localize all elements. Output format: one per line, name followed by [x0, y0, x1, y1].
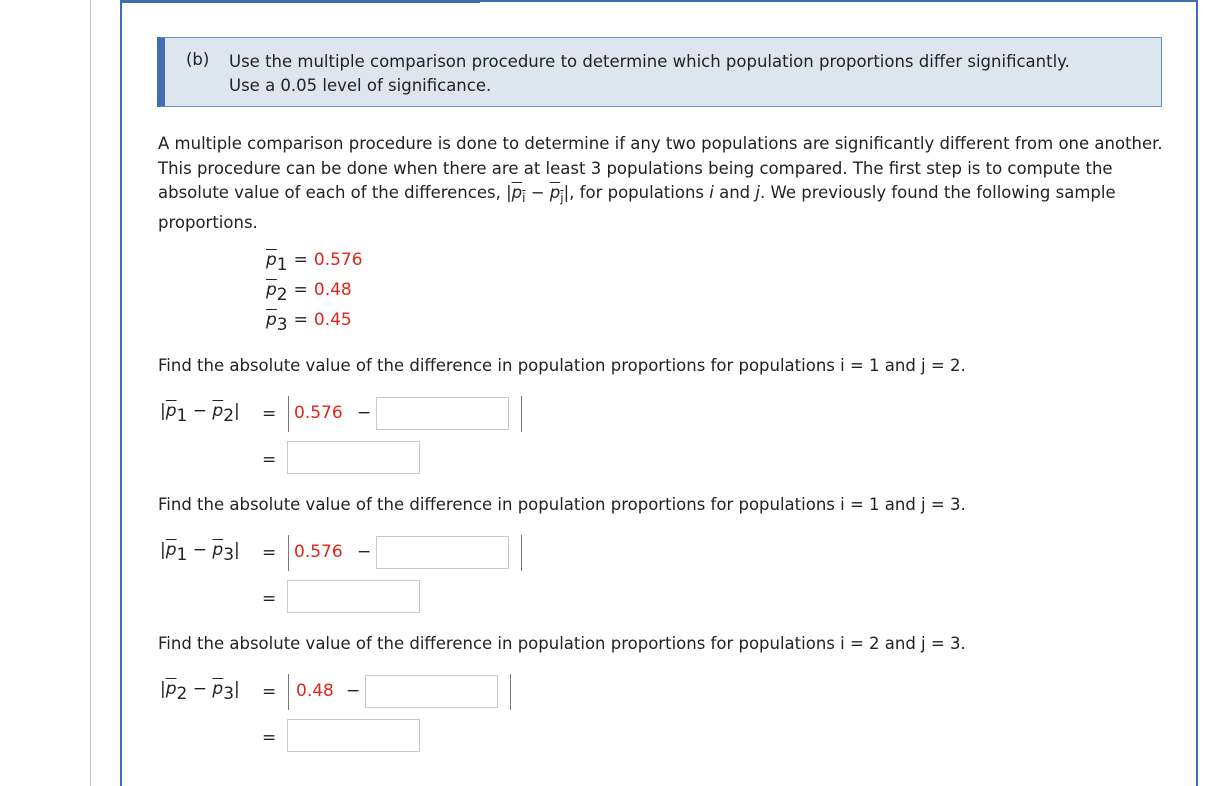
p2-value: 0.48: [313, 280, 352, 300]
find-instruction-2: Find the absolute value of the difference in population proportions for populations i = 1 and j = 3.: [158, 495, 966, 514]
p3-value: 0.45: [313, 310, 352, 330]
difference-expression-2: $|\overline{p}1 - \overline{p}3|$: [160, 540, 240, 565]
subtrahend-input-2[interactable]: [376, 536, 509, 569]
minus-sign: −: [357, 403, 372, 423]
abs-bracket-left: [288, 396, 289, 432]
intro-minus: −: [525, 183, 550, 202]
p-j-symbol: $p_j$: [549, 183, 564, 205]
proportion-p1: $\overline{p}1 = 0.576$: [266, 250, 363, 275]
equals-sign: =: [262, 450, 277, 470]
abs-bracket-right: [521, 535, 522, 571]
subtrahend-input-1[interactable]: [376, 397, 509, 430]
find-instruction-3: Find the absolute value of the difference in population proportions for populations i = 2 and j = 3.: [158, 634, 966, 653]
given-value-2: 0.576: [294, 542, 343, 562]
intro-text-2: |, for populations: [563, 183, 710, 202]
abs-bracket-right: [510, 674, 511, 710]
intro-var-j: j: [755, 183, 760, 202]
left-divider: [90, 0, 91, 786]
result-input-1[interactable]: [287, 441, 420, 474]
minus-sign: −: [346, 681, 361, 701]
p1-value: 0.576: [313, 250, 363, 270]
proportion-p3: $\overline{p}3 = 0.45$: [266, 310, 352, 335]
question-line-1: Use the multiple comparison procedure to determine which population proportions differ significantly.: [229, 52, 1070, 71]
given-value-1: 0.576: [294, 403, 343, 423]
intro-var-i: i: [709, 183, 714, 202]
frame-top-accent: [120, 0, 480, 3]
subtrahend-input-3[interactable]: [365, 675, 498, 708]
result-input-2[interactable]: [287, 580, 420, 613]
proportion-p2: $\overline{p}2 = 0.48$: [266, 280, 352, 305]
intro-and: and: [713, 183, 756, 202]
equals-sign: =: [262, 543, 277, 563]
question-part-label: (b): [186, 50, 210, 69]
equals-sign: =: [262, 728, 277, 748]
difference-expression-1: $|\overline{p}1 - \overline{p}2|$: [160, 401, 240, 426]
find-instruction-1: Find the absolute value of the difference in population proportions for populations i = 1 and j = 2.: [158, 356, 966, 375]
abs-bracket-right: [521, 396, 522, 432]
equals-sign: =: [262, 404, 277, 424]
difference-expression-3: $|\overline{p}2 - \overline{p}3|$: [160, 679, 240, 704]
intro-text-1: A multiple comparison procedure is done to determine if any two populations are significantly different from one another. This procedure can be done when there are at least 3 populations being compared. The first step is to compute the absolute value of each of the differences, |: [158, 134, 1163, 202]
given-value-3: 0.48: [296, 681, 334, 701]
question-text: [229, 50, 1159, 98]
p-i-symbol: $p_i$: [511, 183, 526, 205]
equals-sign: =: [262, 589, 277, 609]
intro-text-3: . We previously found the following sample proportions.: [158, 183, 1116, 232]
intro-paragraph: [158, 132, 1168, 235]
abs-bracket-left: [288, 674, 289, 710]
equals-sign: =: [262, 682, 277, 702]
result-input-3[interactable]: [287, 719, 420, 752]
abs-bracket-left: [288, 535, 289, 571]
question-line-2: Use a 0.05 level of significance.: [229, 76, 492, 95]
question-frame: [120, 0, 1198, 786]
minus-sign: −: [357, 542, 372, 562]
